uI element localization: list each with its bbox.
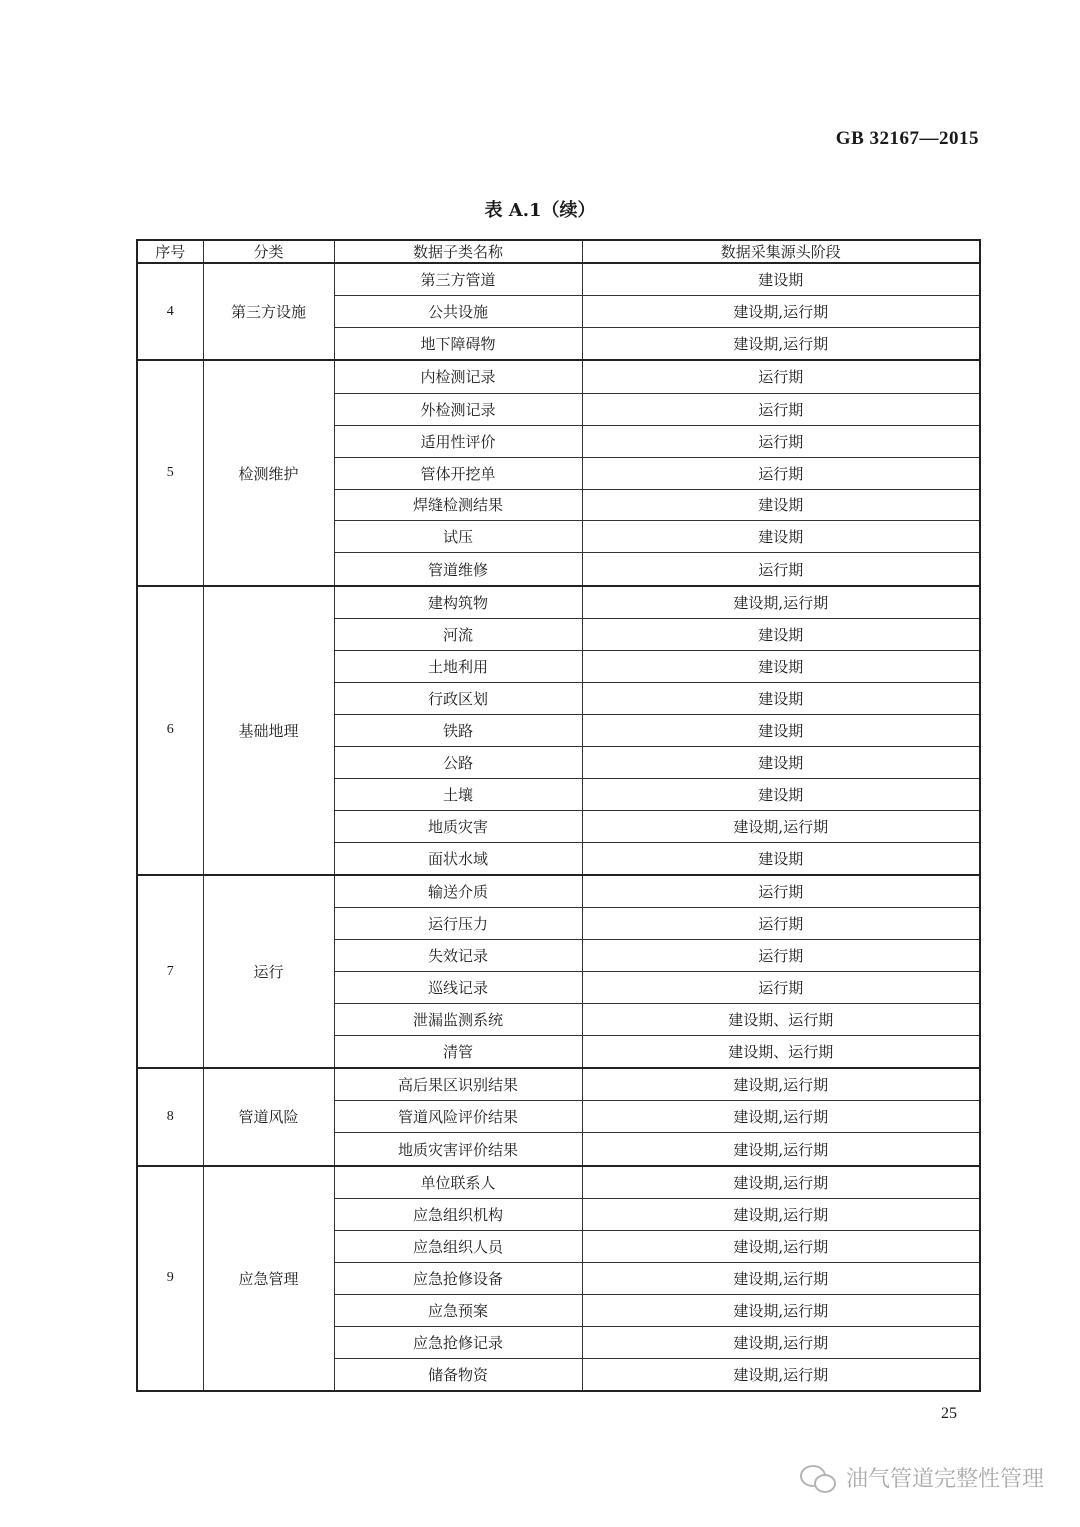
cell-source-stage: 运行期 xyxy=(582,875,980,908)
row-group xyxy=(137,1166,980,1391)
cell-subclass-name: 地质灾害 xyxy=(334,810,582,842)
cell-subclass-name: 河流 xyxy=(334,618,582,650)
cell-subclass-name: 公路 xyxy=(334,746,582,778)
column-header-subclass-name: 数据子类名称 xyxy=(334,240,582,263)
cell-source-stage: 建设期,运行期 xyxy=(582,1262,980,1294)
cell-subclass-name: 内检测记录 xyxy=(334,360,582,393)
cell-subclass-name: 外检测记录 xyxy=(334,393,582,425)
row-group xyxy=(137,586,980,875)
wechat-icon xyxy=(800,1463,838,1493)
standard-number: GB 32167—2015 xyxy=(835,128,979,149)
cell-subclass-name: 管道风险评价结果 xyxy=(334,1101,582,1133)
cell-source-stage: 运行期 xyxy=(582,393,980,425)
page-number: 25 xyxy=(941,1405,957,1422)
cell-subclass-name: 铁路 xyxy=(334,714,582,746)
cell-subclass-name: 面状水域 xyxy=(334,842,582,875)
watermark xyxy=(800,1462,1044,1493)
column-header-category: 分类 xyxy=(203,240,334,263)
cell-seq: 4 xyxy=(137,263,203,360)
cell-subclass-name: 清管 xyxy=(334,1036,582,1069)
table-row xyxy=(137,360,980,393)
column-header-source-stage: 数据采集源头阶段 xyxy=(582,240,980,263)
cell-subclass-name: 单位联系人 xyxy=(334,1166,582,1199)
cell-subclass-name: 输送介质 xyxy=(334,875,582,908)
cell-seq: 8 xyxy=(137,1068,203,1165)
row-group xyxy=(137,875,980,1068)
cell-source-stage: 建设期,运行期 xyxy=(582,1166,980,1199)
cell-subclass-name: 地质灾害评价结果 xyxy=(334,1133,582,1166)
cell-subclass-name: 公共设施 xyxy=(334,296,582,328)
table-row xyxy=(137,1166,980,1199)
column-header-seq: 序号 xyxy=(137,240,203,263)
cell-source-stage: 运行期 xyxy=(582,972,980,1004)
cell-source-stage: 建设期,运行期 xyxy=(582,1068,980,1101)
cell-subclass-name: 适用性评价 xyxy=(334,425,582,457)
cell-source-stage: 运行期 xyxy=(582,553,980,586)
cell-subclass-name: 土地利用 xyxy=(334,650,582,682)
cell-seq: 7 xyxy=(137,875,203,1068)
table-title: 表 A.1（续） xyxy=(484,200,596,221)
cell-subclass-name: 建构筑物 xyxy=(334,586,582,619)
cell-subclass-name: 应急抢修记录 xyxy=(334,1326,582,1358)
cell-source-stage: 建设期,运行期 xyxy=(582,1294,980,1326)
cell-subclass-name: 泄漏监测系统 xyxy=(334,1004,582,1036)
cell-category: 管道风险 xyxy=(203,1068,334,1165)
cell-source-stage: 建设期,运行期 xyxy=(582,1230,980,1262)
cell-subclass-name: 行政区划 xyxy=(334,682,582,714)
cell-source-stage: 运行期 xyxy=(582,425,980,457)
cell-subclass-name: 应急抢修设备 xyxy=(334,1262,582,1294)
cell-source-stage: 建设期 xyxy=(582,650,980,682)
cell-source-stage: 建设期 xyxy=(582,618,980,650)
cell-subclass-name: 地下障碍物 xyxy=(334,328,582,361)
cell-subclass-name: 管道维修 xyxy=(334,553,582,586)
cell-source-stage: 建设期,运行期 xyxy=(582,1326,980,1358)
cell-source-stage: 建设期,运行期 xyxy=(582,328,980,361)
row-group xyxy=(137,263,980,360)
table-header-row xyxy=(137,240,980,263)
cell-source-stage: 建设期 xyxy=(582,778,980,810)
cell-subclass-name: 失效记录 xyxy=(334,940,582,972)
cell-source-stage: 建设期,运行期 xyxy=(582,810,980,842)
row-group xyxy=(137,1068,980,1165)
table-row xyxy=(137,875,980,908)
cell-source-stage: 建设期 xyxy=(582,714,980,746)
cell-source-stage: 运行期 xyxy=(582,908,980,940)
cell-source-stage: 建设期 xyxy=(582,263,980,296)
cell-source-stage: 建设期、运行期 xyxy=(582,1004,980,1036)
cell-category: 第三方设施 xyxy=(203,263,334,360)
cell-subclass-name: 巡线记录 xyxy=(334,972,582,1004)
row-group xyxy=(137,360,980,585)
data-table xyxy=(136,239,981,1392)
cell-source-stage: 建设期,运行期 xyxy=(582,1101,980,1133)
cell-source-stage: 建设期,运行期 xyxy=(582,1358,980,1391)
cell-source-stage: 建设期 xyxy=(582,746,980,778)
cell-source-stage: 建设期 xyxy=(582,682,980,714)
cell-seq: 9 xyxy=(137,1166,203,1391)
cell-subclass-name: 第三方管道 xyxy=(334,263,582,296)
cell-source-stage: 建设期、运行期 xyxy=(582,1036,980,1069)
cell-category: 检测维护 xyxy=(203,360,334,585)
cell-source-stage: 运行期 xyxy=(582,940,980,972)
cell-subclass-name: 管体开挖单 xyxy=(334,457,582,489)
cell-source-stage: 建设期 xyxy=(582,489,980,521)
cell-subclass-name: 应急组织人员 xyxy=(334,1230,582,1262)
cell-source-stage: 运行期 xyxy=(582,360,980,393)
cell-subclass-name: 运行压力 xyxy=(334,908,582,940)
watermark-text: 油气管道完整性管理 xyxy=(845,1467,1044,1492)
cell-seq: 6 xyxy=(137,586,203,875)
cell-source-stage: 建设期 xyxy=(582,842,980,875)
cell-source-stage: 运行期 xyxy=(582,457,980,489)
cell-subclass-name: 试压 xyxy=(334,521,582,553)
cell-subclass-name: 焊缝检测结果 xyxy=(334,489,582,521)
cell-source-stage: 建设期,运行期 xyxy=(582,1133,980,1166)
cell-source-stage: 建设期,运行期 xyxy=(582,296,980,328)
cell-source-stage: 建设期,运行期 xyxy=(582,1198,980,1230)
cell-subclass-name: 应急预案 xyxy=(334,1294,582,1326)
cell-subclass-name: 高后果区识别结果 xyxy=(334,1068,582,1101)
table-row xyxy=(137,263,980,296)
cell-source-stage: 建设期 xyxy=(582,521,980,553)
cell-subclass-name: 储备物资 xyxy=(334,1358,582,1391)
cell-seq: 5 xyxy=(137,360,203,585)
cell-source-stage: 建设期,运行期 xyxy=(582,586,980,619)
table-row xyxy=(137,586,980,619)
cell-category: 运行 xyxy=(203,875,334,1068)
cell-category: 基础地理 xyxy=(203,586,334,875)
table-row xyxy=(137,1068,980,1101)
cell-subclass-name: 土壤 xyxy=(334,778,582,810)
cell-category: 应急管理 xyxy=(203,1166,334,1391)
cell-subclass-name: 应急组织机构 xyxy=(334,1198,582,1230)
